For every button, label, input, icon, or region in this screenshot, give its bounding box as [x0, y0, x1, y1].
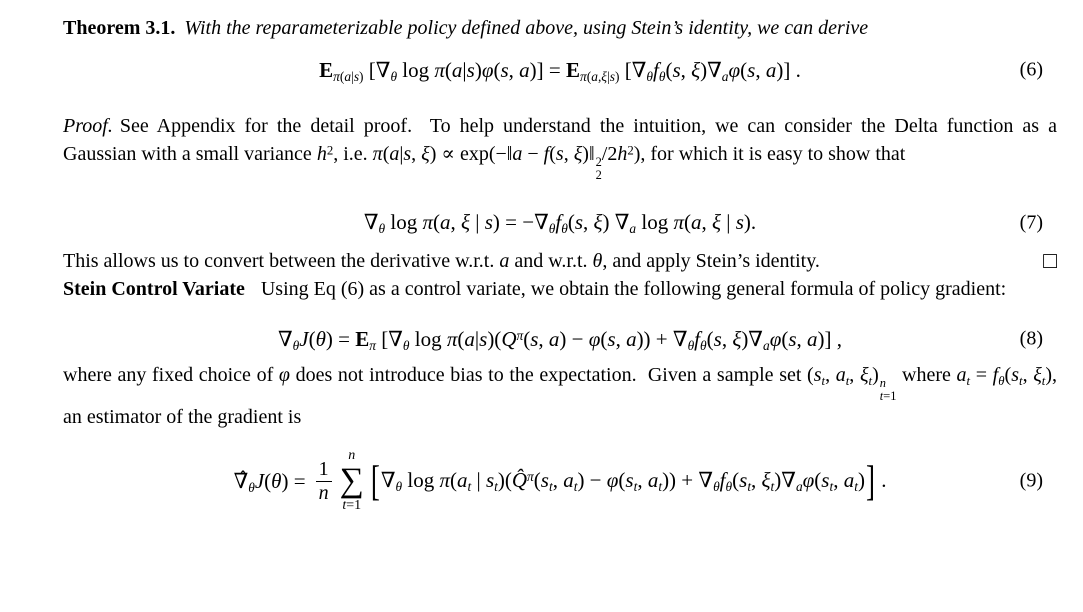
where-text: where any fixed choice of φ does not introduce bias to the expectation. Given a sample set ($s_t$, $a_t$, $\xi_t$) n t=1 where $a_t = f_\theta(s_t$, $\xi_t$), an estimator of the gradient is — [63, 364, 1058, 429]
equation-8-body: $\nabla_\theta J(\theta) = E_\pi$ [$\nabla_\theta$ $\log \pi(a|s)(Q^\pi(s$, a) − φ(s, $a)) + \nabla_\theta f_\theta(s$, $\xi)\nabla_a\varphi(s$, a)] , — [277, 326, 842, 353]
sum-symbol: ∑ — [339, 461, 364, 499]
eq9-fraction — [316, 458, 332, 505]
theorem-text: With the reparameterizable policy defined above, using Stein’s identity, we can derive — [184, 17, 869, 39]
sum-lower-limit: t=1 — [342, 498, 362, 514]
equation-6 — [63, 56, 1057, 84]
equation-7-body: $\nabla_\theta$ log π(a, ξ | $s) = -\nabla_\theta f_\theta(s$, ξ) $\nabla_a$ log π(a, ξ | s). — [363, 210, 757, 237]
sum-upper-limit: n — [348, 447, 356, 463]
equation-8-number: (8) — [1019, 327, 1043, 350]
stein-heading: Stein Control Variate — [63, 277, 245, 300]
equation-9 — [63, 439, 1057, 523]
stein-text: Using Eq (6) as a control variate, we obtain the following general formula of policy gradient: — [260, 277, 1007, 300]
stein-paragraph — [63, 275, 1057, 303]
fraction-numerator: 1 — [318, 457, 329, 480]
fraction-denominator: n — [316, 481, 332, 505]
eq9-lhs: $\nablâ_\theta J(\theta)$ = — [233, 468, 306, 495]
equation-8 — [63, 325, 1057, 353]
proof-closing-line — [63, 247, 1057, 275]
theorem-label: Theorem 3.1. — [63, 17, 176, 39]
proof-closing-text: This allows us to convert between the derivative w.r.t. a and w.r.t. θ, and apply Stein’s identity. — [63, 249, 820, 272]
equation-6-body: $E_{\pi(a|s)}$ [$\nabla_\theta$ log π(a|s)φ(s, $a)] = E_{\pi(a,\xi|s)}$ [$\nabla_\theta f_\theta(s$, $\xi)\nabla_a\varphi(s$, a)] . — [319, 58, 801, 85]
proof-text: See Appendix for the detail proof. To help understand the intuition, we can consider the Delta function as a Gaussian with a small variance $h^2$, i.e. π(a|s, ξ) ∝ exp(−‖a − f(s, ξ)‖ 2 2 $/2h^2$), for which it is easy to show that — [63, 115, 1057, 183]
equation-6-number: (6) — [1019, 58, 1043, 81]
theorem-paragraph — [63, 14, 1057, 42]
proof-label: Proof. — [63, 115, 113, 138]
proof-paragraph — [63, 112, 1057, 182]
equation-7-number: (7) — [1019, 211, 1043, 234]
eq9-body: [$\nabla_\theta$ $\log \pi(a_t$ | $s_t)(Q̂^\pi(s_t$, $a_t) - \varphi(s_t$, $a_t)) + \nabla_\theta f_\theta(s_t$, $\xi_t)\nabla_a\varphi(s_t$, $a_t$)] . — [370, 457, 887, 505]
equation-7 — [63, 208, 1057, 236]
qed-tombstone-icon: □ — [1043, 247, 1057, 273]
eq9-summation — [340, 449, 364, 513]
where-paragraph — [63, 361, 1057, 431]
equation-9-number: (9) — [1019, 469, 1043, 492]
